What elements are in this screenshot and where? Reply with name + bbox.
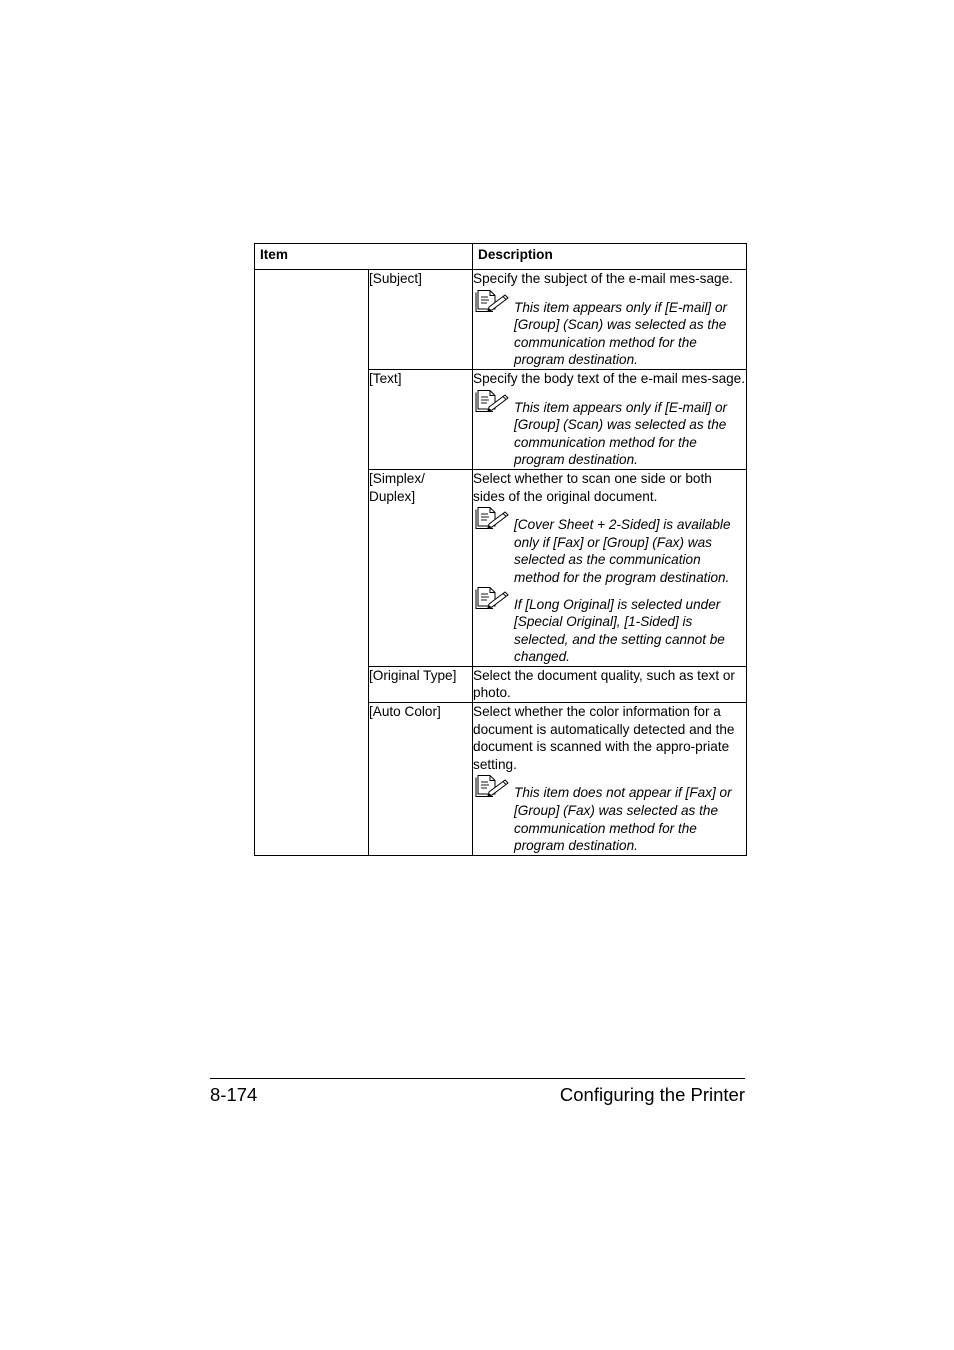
note (473, 516, 746, 586)
description-cell (473, 703, 747, 856)
sub-item-cell (369, 469, 473, 666)
sub-item-cell (369, 369, 473, 469)
description-text: Specify the body text of the e-mail mes-sage. (473, 370, 746, 386)
note (473, 299, 746, 369)
sub-item-label: [Auto Color] (369, 704, 441, 720)
settings-table (254, 243, 747, 856)
table-row (255, 270, 747, 370)
footer-title: Configuring the Printer (559, 1084, 745, 1105)
description-text: Select whether to scan one side or both sides of the original document. (473, 470, 712, 504)
description-cell (473, 270, 747, 370)
table-header-row (255, 244, 747, 270)
footer-divider (210, 1078, 745, 1079)
note-text: This item appears only if [E-mail] or [Group] (Scan) was selected as the communication method for the program destination. (514, 399, 728, 468)
description-cell (473, 369, 747, 469)
note (473, 596, 746, 666)
header-description: Description (473, 244, 747, 270)
sub-item-label: [Subject] (369, 271, 422, 286)
sub-item-cell (369, 703, 473, 856)
description-cell (473, 469, 747, 666)
note-pencil-icon (475, 389, 509, 413)
page-number: 8-174 (210, 1084, 258, 1105)
note (473, 784, 746, 854)
note-pencil-icon (475, 586, 509, 610)
description-text: Specify the subject of the e-mail mes-sage. (473, 271, 733, 286)
description-text: Select whether the color information for a document is automatically detected and the document is scanned with the appro-priate setting. (473, 704, 735, 772)
note-pencil-icon (475, 289, 509, 313)
note (473, 399, 746, 469)
sub-item-cell (369, 270, 473, 370)
parent-item-cell (255, 270, 369, 856)
note-text: If [Long Original] is selected under [Special Original], [1-Sided] is selected, and the setting cannot be changed. (514, 596, 725, 665)
description-text: Select the document quality, such as text or photo. (473, 667, 735, 701)
sub-item-label: [Original Type] (369, 667, 457, 683)
note-text: [Cover Sheet + 2-Sided] is available only if [Fax] or [Group] (Fax) was selected as the communication method for the program destination. (514, 517, 731, 585)
note-text: This item appears only if [E-mail] or [Group] (Scan) was selected as the communication method for the program destination. (514, 299, 728, 368)
note-pencil-icon (475, 506, 509, 530)
note-pencil-icon (475, 774, 509, 798)
header-item: Item (255, 244, 473, 270)
sub-item-cell (369, 666, 473, 702)
sub-item-label: [Text] (369, 370, 402, 386)
note-text: This item does not appear if [Fax] or [Group] (Fax) was selected as the communication method for the program destination. (514, 785, 732, 854)
sub-item-label: [Simplex/ Duplex] (369, 470, 425, 504)
description-cell (473, 666, 747, 702)
